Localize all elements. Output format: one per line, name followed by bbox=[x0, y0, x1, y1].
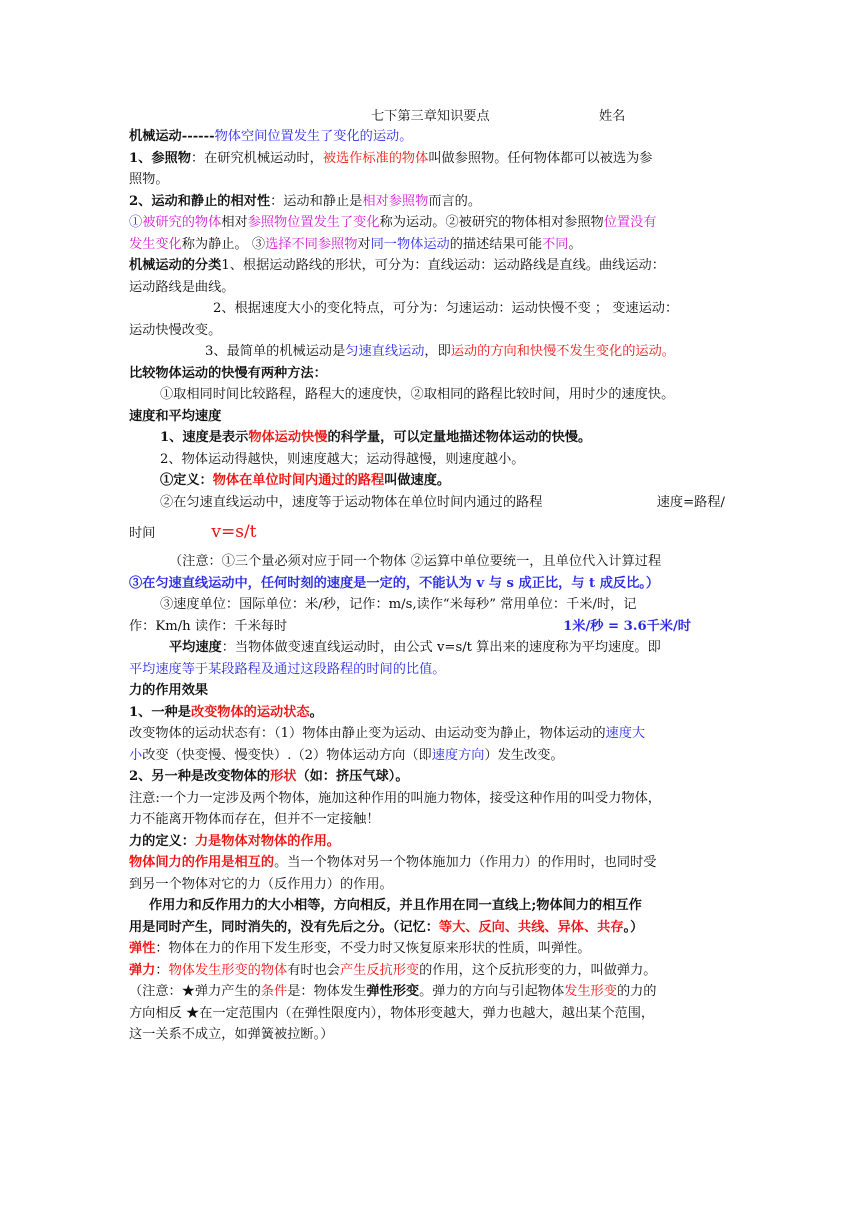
paragraph-line: 发生变化称为静止。 ③选择不同参照物对同一物体运动的描述结果可能不同。 bbox=[129, 236, 582, 252]
paragraph-line: 2、物体运动得越快，则速度越大；运动得越慢，则速度越小。 bbox=[160, 451, 525, 467]
paragraph-line: 改变物体的运动状态有：（1）物体由静止变为运动、由运动变为静止，物体运动的速度大 bbox=[129, 726, 646, 741]
paragraph-line: 物体间力的作用是相互的。当一个物体对另一个物体施加力（作用力）的作用时，也同时受 bbox=[129, 855, 657, 870]
document-page bbox=[129, 103, 731, 1046]
unit-conversion: 1米/秒 = 3.6千米/时 bbox=[563, 618, 691, 634]
paragraph-line: 2、根据速度大小的变化特点，可分为：匀速运动：运动快慢不变 ； 变速运动： bbox=[213, 301, 679, 316]
paragraph-line: 照物。 bbox=[129, 172, 169, 187]
paragraph-line: 用是同时产生，同时消失的，没有先后之分。（记忆：等大、反向、共线、异体、共存。） bbox=[129, 919, 644, 935]
paragraph-line: ②在匀速直线运动中，速度等于运动物体在单位时间内通过的路程 速度=路程/ bbox=[160, 494, 725, 510]
paragraph-line: ①被研究的物体相对参照物位置发生了变化称为运动。②被研究的物体相对参照物位置没有 bbox=[129, 215, 657, 230]
speed-formula: v=s/t bbox=[211, 522, 257, 542]
paragraph-line: 力不能离开物体而存在，但并不一定接触！ bbox=[129, 812, 380, 827]
section-heading-speed: 速度和平均速度 bbox=[129, 408, 222, 424]
paragraph-line: 运动路线是曲线。 bbox=[129, 279, 235, 295]
paragraph-relativity: 2、运动和静止的相对性：运动和静止是相对参照物而言的。 bbox=[129, 193, 482, 209]
paragraph-elastic-force: 弹力：物体发生形变的物体有时也会产生反抗形变的作用，这个反抗形变的力，叫做弹力。 bbox=[129, 962, 657, 978]
paragraph-line: ①取相同时间比较路程，路程大的速度快，②取相同的路程比较时间，用时少的速度快。 bbox=[160, 387, 675, 402]
paragraph-speed-definition: ①定义：物体在单位时间内通过的路程叫做速度。 bbox=[160, 473, 451, 488]
paragraph-line: 这一关系不成立，如弹簧被拉断。） bbox=[129, 1027, 334, 1042]
paragraph-line: 注意:一个力一定涉及两个物体，施加这种作用的叫施力物体，接受这种作用的叫受力物体， bbox=[129, 790, 661, 806]
paragraph-line: 2、另一种是改变物体的形状（如：挤压气球）。 bbox=[129, 769, 409, 784]
paragraph-line: ③速度单位：国际单位：米/秒，记作：m/s,读作“米每秒” 常用单位：千米/时，记 bbox=[160, 597, 637, 612]
paragraph-line: 方向相反 ★在一定范围内（在弹性限度内），物体形变越大，弹力也越大，越出某个范围， bbox=[129, 1005, 655, 1021]
paragraph-line: 小改变（快变慢、慢变快）.（2）物体运动方向（即速度方向）发生改变。 bbox=[129, 747, 564, 763]
paragraph-reference-object: 1、参照物：在研究机械运动时，被选作标准的物体叫做参照物。任何物体都可以被选为参 bbox=[129, 150, 653, 166]
paragraph-line: 平均速度等于某段路程及通过这段路程的时间的比值。 bbox=[129, 661, 446, 677]
paragraph-line: 到另一个物体对它的力（反作用力）的作用。 bbox=[129, 876, 393, 892]
paragraph-average-speed: 平均速度：当物体做变速直线运动时，由公式 v=s/t 算出来的速度称为平均速度。即 bbox=[169, 640, 661, 655]
paragraph-formula-line: 时间 v=s/t bbox=[129, 522, 257, 542]
paragraph-line: 运动快慢改变。 bbox=[129, 322, 222, 338]
paragraph-line: ③在匀速直线运动中，任何时刻的速度是一定的，不能认为 v 与 s 成正比，与 t 成反比。） bbox=[129, 575, 660, 591]
paragraph-line: 1、一种是改变物体的运动状态。 bbox=[129, 704, 323, 720]
paragraph-line: （注意：★弹力产生的条件是：物体发生弹性形变。弹力的方向与引起物体发生形变的力的 bbox=[129, 984, 657, 999]
paragraph-line: （注意：①三个量必须对应于同一个物体 ②运算中单位要统一，且单位代入计算过程 bbox=[169, 554, 662, 569]
paragraph-line: 作用力和反作用力的大小相等，方向相反，并且作用在同一直线上;物体间力的相互作 bbox=[149, 898, 642, 913]
paragraph-motion-classification: 机械运动的分类1、根据运动路线的形状，可分为：直线运动：运动路线是直线。曲线运动： bbox=[129, 258, 665, 273]
section-heading-force-effect: 力的作用效果 bbox=[129, 683, 209, 698]
paragraph-force-definition: 力的定义：力是物体对物体的作用。 bbox=[129, 833, 340, 849]
section-heading-compare: 比较物体运动的快慢有两种方法： bbox=[129, 365, 327, 381]
paragraph-line: 作：Km/h 读作：千米每时 1米/秒 = 3.6千米/时 bbox=[129, 616, 731, 638]
paragraph-line: 3、最简单的机械运动是匀速直线运动，即运动的方向和快慢不发生变化的运动。 bbox=[205, 344, 675, 359]
page-title: 七下第三章知识要点 bbox=[371, 109, 490, 124]
name-label: 姓名 bbox=[599, 109, 626, 124]
paragraph-mechanical-motion: 机械运动------物体空间位置发生了变化的运动。 bbox=[129, 129, 413, 144]
paragraph-line: 1、速度是表示物体运动快慢的科学量，可以定量地描述物体运动的快慢。 bbox=[160, 430, 592, 445]
title-row bbox=[129, 103, 731, 126]
paragraph-elasticity: 弹性：物体在力的作用下发生形变，不受力时又恢复原来形状的性质，叫弹性。 bbox=[129, 941, 591, 956]
